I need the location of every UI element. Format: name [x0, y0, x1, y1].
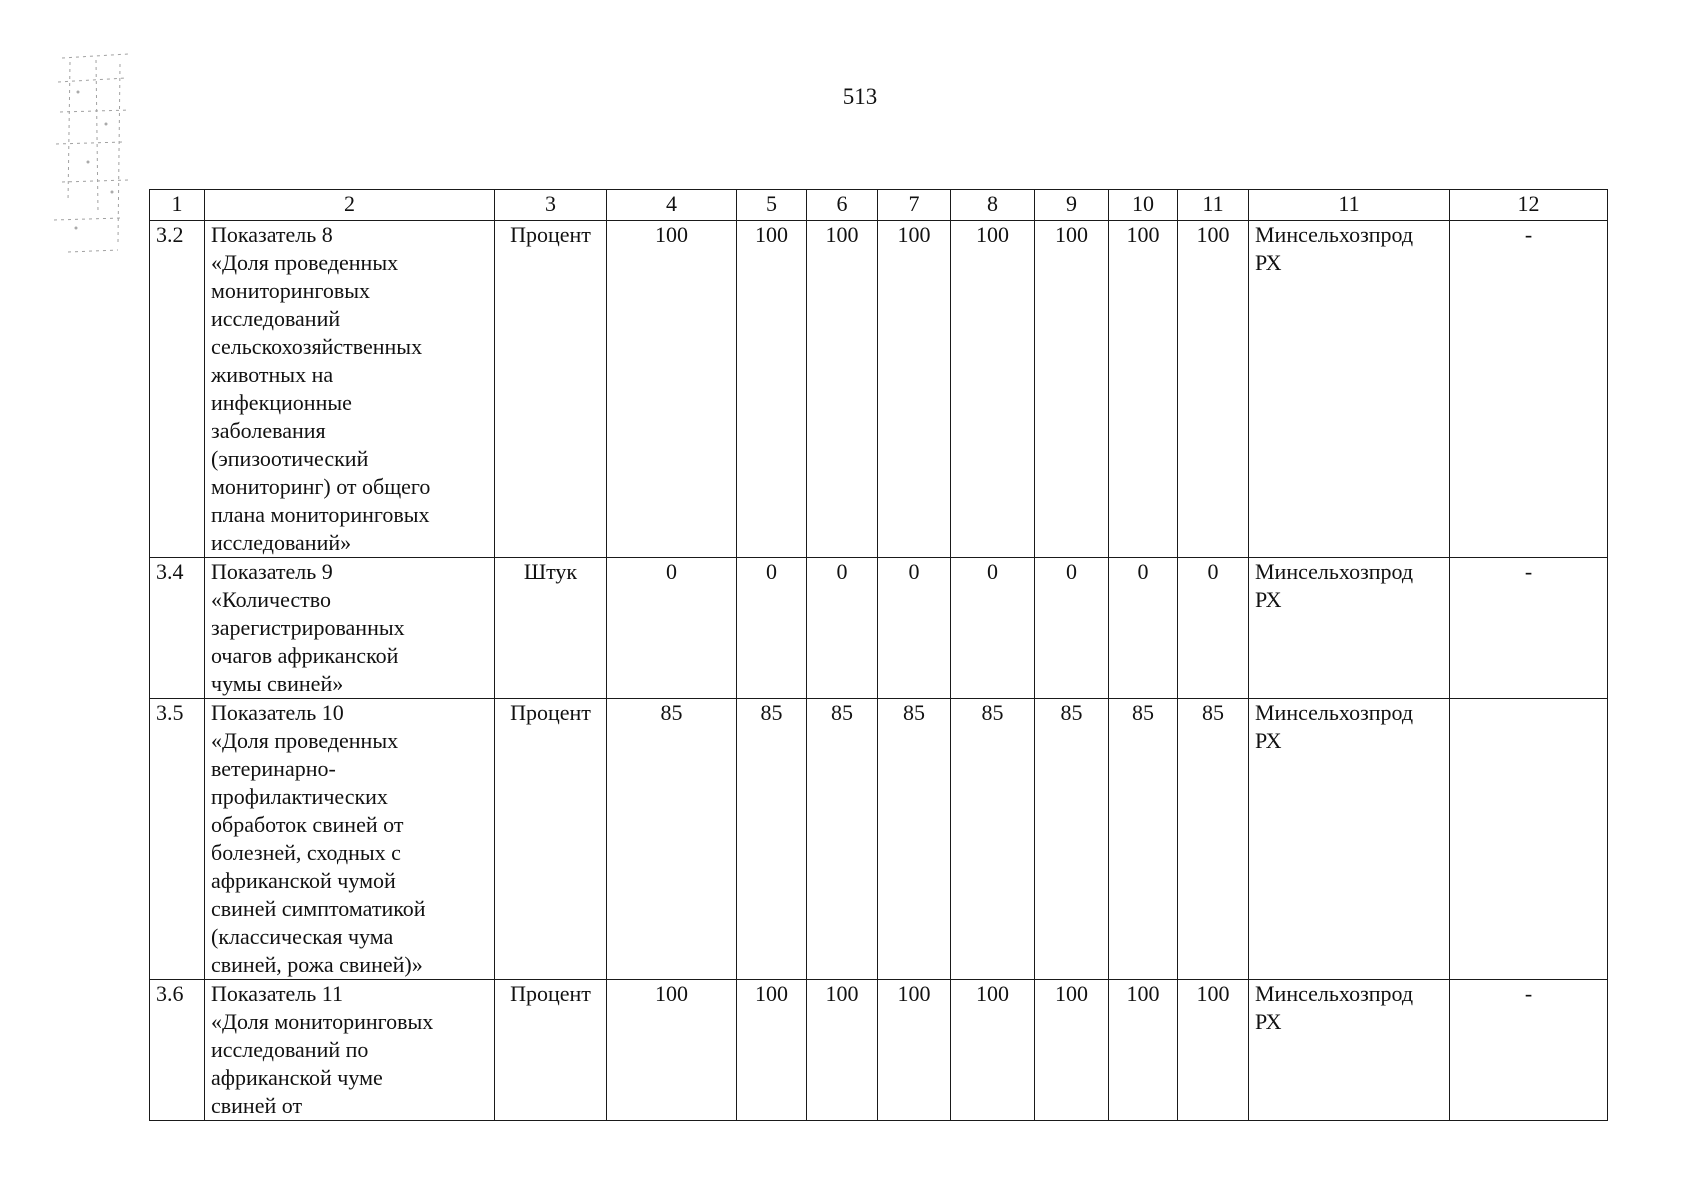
- page-number: 513: [842, 84, 878, 109]
- note-cell: -: [1450, 558, 1608, 699]
- indicator-name-line: (классическая чума: [211, 924, 394, 949]
- responsible-line: РХ: [1255, 728, 1282, 753]
- value-cell: 85: [807, 699, 878, 980]
- value-cell: 85: [1109, 699, 1178, 980]
- column-header: 12: [1450, 190, 1608, 221]
- responsible-cell: [1249, 221, 1450, 558]
- value-cell: 100: [1035, 980, 1109, 1121]
- value-cell: 0: [878, 558, 951, 699]
- value-cell: 100: [951, 980, 1035, 1121]
- value-cell: 100: [1035, 221, 1109, 558]
- value-cell: 0: [737, 558, 807, 699]
- column-header: 7: [878, 190, 951, 221]
- indicator-name: [205, 221, 495, 558]
- indicator-name-line: инфекционные: [211, 390, 352, 415]
- value-cell: 100: [1109, 980, 1178, 1121]
- value-cell: 0: [1035, 558, 1109, 699]
- row-number: 3.6: [150, 980, 205, 1121]
- indicator-name-line: свиней от: [211, 1093, 303, 1118]
- responsible-line: РХ: [1255, 1009, 1282, 1034]
- row-number: 3.5: [150, 699, 205, 980]
- table-row: [150, 558, 1608, 699]
- value-cell: 100: [607, 980, 737, 1121]
- column-header: 11: [1249, 190, 1450, 221]
- indicator-name-line: мониторинг) от общего: [211, 474, 431, 499]
- indicator-name-line: Показатель 11: [211, 981, 343, 1006]
- value-cell: 100: [737, 221, 807, 558]
- note-cell: -: [1450, 221, 1608, 558]
- column-header: 4: [607, 190, 737, 221]
- responsible-line: РХ: [1255, 587, 1282, 612]
- indicator-name: [205, 980, 495, 1121]
- table-row: [150, 699, 1608, 980]
- responsible-cell: [1249, 980, 1450, 1121]
- indicator-name-line: чумы свиней»: [211, 671, 344, 696]
- indicator-name-line: «Доля проведенных: [211, 250, 399, 275]
- indicator-name-line: исследований»: [211, 530, 352, 555]
- note-cell: -: [1450, 980, 1608, 1121]
- value-cell: 0: [807, 558, 878, 699]
- stamp-mark-icon: [48, 52, 136, 270]
- indicator-name-line: африканской чуме: [211, 1065, 383, 1090]
- value-cell: 85: [737, 699, 807, 980]
- indicator-name: [205, 699, 495, 980]
- value-cell: 85: [878, 699, 951, 980]
- indicator-name-line: обработок свиней от: [211, 812, 404, 837]
- note-cell: [1450, 699, 1608, 980]
- indicator-name-line: Показатель 9: [211, 559, 333, 584]
- column-header: 10: [1109, 190, 1178, 221]
- value-cell: 100: [1178, 980, 1249, 1121]
- unit-cell: Процент: [495, 980, 607, 1121]
- value-cell: 100: [951, 221, 1035, 558]
- value-cell: 85: [1178, 699, 1249, 980]
- table-row: [150, 221, 1608, 558]
- value-cell: 100: [737, 980, 807, 1121]
- value-cell: 0: [1178, 558, 1249, 699]
- unit-cell: Штук: [495, 558, 607, 699]
- indicator-name-line: животных на: [211, 362, 334, 387]
- indicator-name-line: очагов африканской: [211, 643, 399, 668]
- indicator-name-line: Показатель 10: [211, 700, 344, 725]
- indicator-name-line: заболевания: [211, 418, 326, 443]
- indicator-name-line: (эпизоотический: [211, 446, 369, 471]
- value-cell: 85: [607, 699, 737, 980]
- table-row: [150, 980, 1608, 1121]
- indicator-name-line: «Доля мониторинговых: [211, 1009, 434, 1034]
- responsible-line: РХ: [1255, 250, 1282, 275]
- column-header: 5: [737, 190, 807, 221]
- responsible-cell: [1249, 558, 1450, 699]
- value-cell: 0: [607, 558, 737, 699]
- responsible-cell: [1249, 699, 1450, 980]
- unit-cell: Процент: [495, 221, 607, 558]
- value-cell: 0: [1109, 558, 1178, 699]
- indicator-name-line: исследований: [211, 306, 341, 331]
- indicators-table: [149, 189, 1608, 1121]
- header-row: [150, 190, 1608, 221]
- column-header: 3: [495, 190, 607, 221]
- value-cell: 100: [1109, 221, 1178, 558]
- responsible-line: Минсельхозпрод: [1255, 559, 1414, 584]
- indicator-name: [205, 558, 495, 699]
- responsible-line: Минсельхозпрод: [1255, 700, 1414, 725]
- responsible-line: Минсельхозпрод: [1255, 981, 1414, 1006]
- column-header: 11: [1178, 190, 1249, 221]
- value-cell: 85: [951, 699, 1035, 980]
- indicator-name-line: зарегистрированных: [211, 615, 405, 640]
- column-header: 9: [1035, 190, 1109, 221]
- value-cell: 100: [878, 980, 951, 1121]
- value-cell: 100: [807, 221, 878, 558]
- indicator-name-line: плана мониторинговых: [211, 502, 430, 527]
- value-cell: 85: [1035, 699, 1109, 980]
- indicator-name-line: «Количество: [211, 587, 332, 612]
- column-header: 6: [807, 190, 878, 221]
- indicator-name-line: сельскохозяйственных: [211, 334, 423, 359]
- indicator-name-line: профилактических: [211, 784, 388, 809]
- column-header: 2: [205, 190, 495, 221]
- value-cell: 100: [807, 980, 878, 1121]
- responsible-line: Минсельхозпрод: [1255, 222, 1414, 247]
- indicator-name-line: африканской чумой: [211, 868, 396, 893]
- row-number: 3.2: [150, 221, 205, 558]
- value-cell: 0: [951, 558, 1035, 699]
- value-cell: 100: [1178, 221, 1249, 558]
- indicator-name-line: Показатель 8: [211, 222, 333, 247]
- indicator-name-line: «Доля проведенных: [211, 728, 399, 753]
- indicator-name-line: болезней, сходных с: [211, 840, 401, 865]
- indicator-name-line: свиней симптоматикой: [211, 896, 426, 921]
- row-number: 3.4: [150, 558, 205, 699]
- indicator-name-line: мониторинговых: [211, 278, 370, 303]
- indicator-name-line: свиней, рожа свиней)»: [211, 952, 423, 977]
- value-cell: 100: [607, 221, 737, 558]
- unit-cell: Процент: [495, 699, 607, 980]
- value-cell: 100: [878, 221, 951, 558]
- indicator-name-line: ветеринарно-: [211, 756, 336, 781]
- indicator-name-line: исследований по: [211, 1037, 369, 1062]
- column-header: 8: [951, 190, 1035, 221]
- column-header: 1: [150, 190, 205, 221]
